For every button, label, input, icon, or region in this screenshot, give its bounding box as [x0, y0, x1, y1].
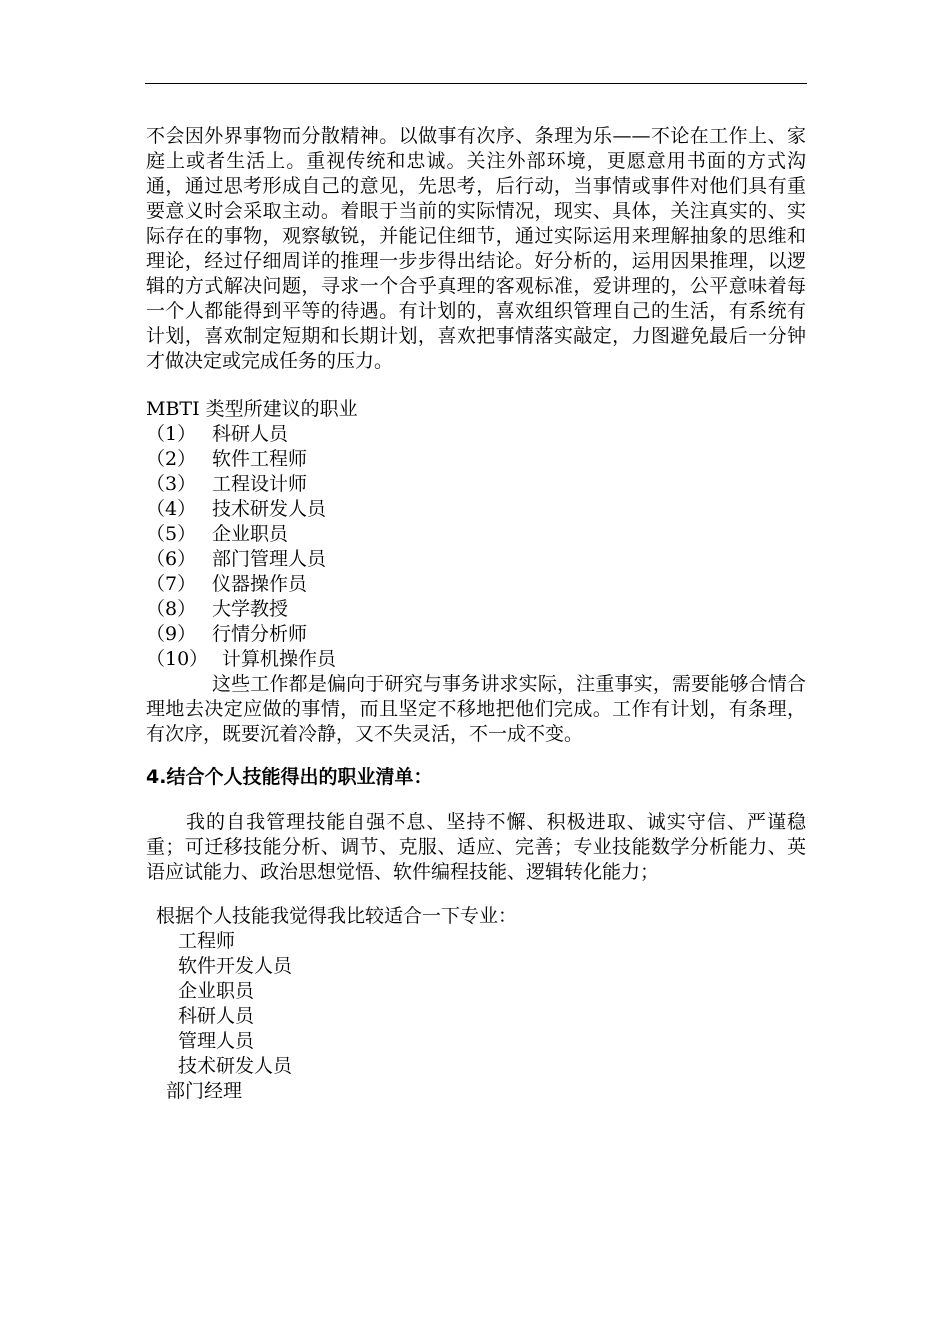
list-item [146, 647, 336, 672]
list-item-number: （6） [146, 548, 197, 570]
list-item [146, 422, 336, 447]
list-item-label: 行情分析师 [212, 623, 308, 645]
list-item-label: 部门管理人员 [212, 548, 327, 570]
list-item [146, 597, 336, 622]
list-item [146, 472, 336, 497]
list-item-label: 大学教授 [212, 598, 289, 620]
list-item-label: 工程设计师 [212, 473, 308, 495]
list-item-label: 企业职员 [212, 523, 289, 545]
skills-paragraph: 我的自我管理技能自强不息、坚持不懈、积极进取、诚实守信、严谨稳重；可迁移技能分析、调节、克服、适应、完善；专业技能数学分析能力、英语应试能力、政治思想觉悟、软件编程技能、逻辑转化能力； [146, 811, 806, 883]
list-item-label: 科研人员 [212, 423, 289, 445]
list-item: 企业职员 [178, 980, 255, 1002]
list-item-number: （2） [146, 448, 197, 470]
list-item: 科研人员 [178, 1005, 255, 1027]
list-item-label: 软件工程师 [212, 448, 308, 470]
list-item [146, 497, 336, 522]
list-item-number: （7） [146, 573, 197, 595]
list-item-label: 计算机操作员 [222, 648, 337, 670]
list-item: 工程师 [178, 930, 236, 952]
intro-paragraph: 不会因外界事物而分散精神。以做事有次序、条理为乐——不论在工作上、家庭上或者生活上。重视传统和忠诚。关注外部环境，更愿意用书面的方式沟通，通过思考形成自己的意见，先思考，后行动，当事情或事件对他们具有重要意义时会采取主动。着眼于当前的实际情况，现实、具体，关注真实的、实际存在的事物，观察敏锐，并能记住细节，通过实际运用来理解抽象的思维和理论，经过仔细周详的推理一步步得出结论。好分析的，运用因果推理，以逻辑的方式解决问题，寻求一个合乎真理的客观标准，爱讲理的，公平意味着每一个人都能得到平等的待遇。有计划的，喜欢组织管理自己的生活，有系统有计划，喜欢制定短期和长期计划，喜欢把事情落实敲定，力图避免最后一分钟才做决定或完成任务的压力。 [146, 125, 806, 372]
list-item [146, 622, 336, 647]
list-item: 技术研发人员 [178, 1055, 293, 1077]
list-item [146, 447, 336, 472]
list-item-number: （10） [146, 648, 209, 670]
header-rule [145, 83, 807, 84]
list-item: 管理人员 [178, 1030, 255, 1052]
list-item-number: （3） [146, 473, 197, 495]
list-item-number: （4） [146, 498, 197, 520]
list-item-number: （8） [146, 598, 197, 620]
summary-paragraph: 这些工作都是偏向于研究与事务讲求实际，注重事实，需要能够合情合理地去决定应做的事情，而且坚定不移地把他们完成。工作有计划，有条理，有次序，既要沉着冷静，又不失灵活，不一成不变。 [146, 673, 806, 745]
recommended-list [178, 929, 292, 1079]
list-item [146, 547, 336, 572]
mbti-career-title: MBTI 类型所建议的职业 [146, 398, 358, 420]
list-item-label: 仪器操作员 [212, 573, 308, 595]
recommended-last-item: 部门经理 [166, 1080, 243, 1102]
list-item-number: （1） [146, 423, 197, 445]
list-item [146, 522, 336, 547]
list-item-label: 技术研发人员 [212, 498, 327, 520]
list-item [146, 572, 336, 597]
list-item: 软件开发人员 [178, 955, 293, 977]
mbti-career-list [146, 422, 336, 672]
recommend-intro: 根据个人技能我觉得我比较适合一下专业： [156, 905, 518, 927]
list-item-number: （5） [146, 523, 197, 545]
section-heading: 4.结合个人技能得出的职业清单： [146, 766, 433, 788]
list-item-number: （9） [146, 623, 197, 645]
